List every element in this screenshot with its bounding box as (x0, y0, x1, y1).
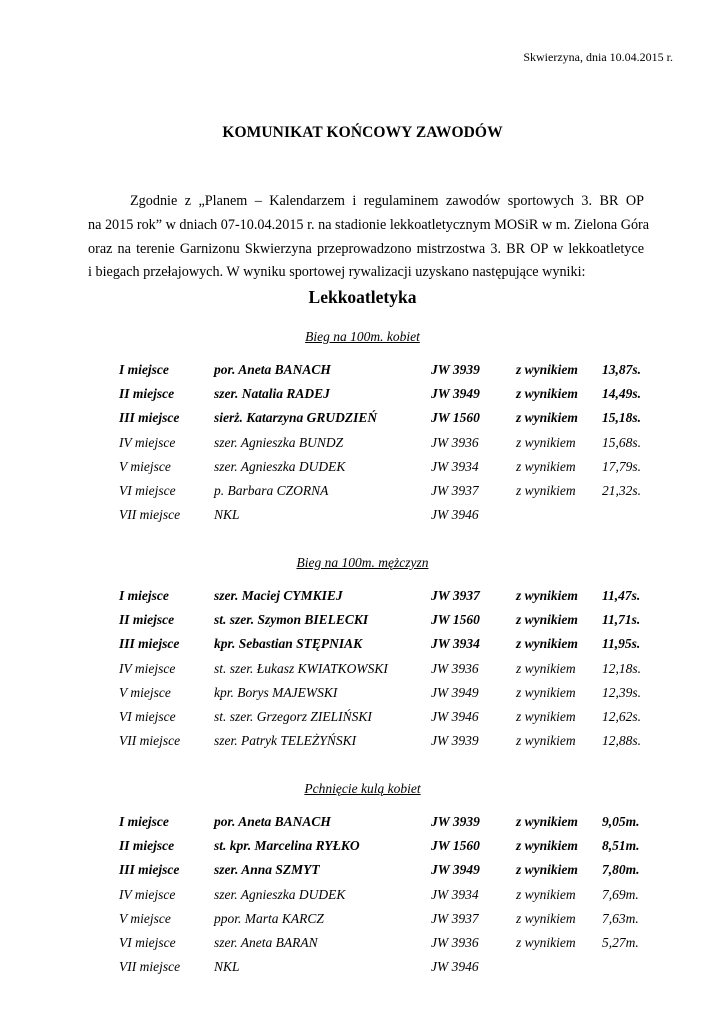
competitor-name: ppor. Marta KARCZ (214, 910, 324, 926)
result-place: VI miejsce (119, 708, 176, 724)
result-label: z wynikiem (516, 660, 576, 676)
intro-paragraph (88, 190, 650, 285)
result-value: 12,39s. (602, 684, 642, 700)
section-title: Lekkoatletyka (308, 287, 417, 307)
result-label: z wynikiem (516, 362, 578, 377)
result-label: z wynikiem (516, 458, 576, 474)
result-row (0, 360, 725, 384)
result-label: z wynikiem (516, 482, 576, 498)
result-row (0, 860, 725, 884)
competitor-name: szer. Agnieszka BUNDZ (214, 434, 344, 450)
result-label: z wynikiem (516, 838, 578, 854)
competitor-name: szer. Anna SZMYT (214, 862, 320, 878)
result-place: IV miejsce (119, 886, 176, 902)
result-value: 13,87s. (602, 362, 642, 377)
result-value: 7,80m. (602, 862, 640, 878)
result-value: 12,18s. (602, 660, 642, 676)
result-label: z wynikiem (516, 934, 576, 950)
military-unit: JW 3934 (431, 458, 479, 474)
intro-line: i biegach przełajowych. W wyniku sportowej rywalizacji uzyskano następujące wyniki: (88, 264, 586, 281)
military-unit: JW 3937 (431, 910, 479, 926)
result-place: VI miejsce (119, 482, 176, 498)
competitor-name: st. szer. Grzegorz ZIELIŃSKI (214, 708, 372, 724)
result-place: IV miejsce (119, 434, 176, 450)
result-row (0, 812, 725, 836)
intro-line: na 2015 rok” w dniach 07-10.04.2015 r. na stadionie lekkoatletycznym MOSiR w m. Zielona Góra (88, 216, 650, 233)
military-unit: JW 3949 (431, 386, 480, 402)
military-unit: JW 3949 (431, 684, 479, 700)
result-place: III miejsce (119, 410, 180, 426)
result-row (0, 885, 725, 909)
result-value: 7,63m. (602, 910, 639, 926)
result-row (0, 659, 725, 683)
event-block (0, 779, 725, 981)
competitor-name: st. szer. Szymon BIELECKI (214, 612, 369, 628)
military-unit: JW 3946 (431, 507, 479, 523)
result-place: II miejsce (119, 386, 175, 402)
result-row (0, 408, 725, 432)
result-place: III miejsce (119, 636, 180, 652)
result-row (0, 731, 725, 755)
result-place: II miejsce (119, 838, 175, 854)
event-title: Pchnięcie kulą kobiet (304, 781, 421, 796)
military-unit: JW 3939 (431, 814, 480, 829)
results-table (0, 812, 725, 981)
result-place: VII miejsce (119, 733, 181, 749)
result-place: IV miejsce (119, 660, 176, 676)
result-row (0, 957, 725, 981)
military-unit: JW 3936 (431, 434, 479, 450)
competitor-name: szer. Natalia RADEJ (214, 386, 330, 402)
result-value: 12,62s. (602, 708, 642, 724)
event-title: Bieg na 100m. mężczyzn (296, 555, 429, 570)
result-row (0, 433, 725, 457)
competitor-name: st. szer. Łukasz KWIATKOWSKI (214, 660, 388, 676)
result-label: z wynikiem (516, 434, 576, 450)
military-unit: JW 3937 (431, 482, 479, 498)
military-unit: JW 1560 (431, 410, 480, 426)
results-table (0, 586, 725, 755)
competitor-name: st. kpr. Marcelina RYŁKO (214, 838, 360, 854)
result-label: z wynikiem (516, 386, 578, 402)
event-title: Bieg na 100m. kobiet (305, 329, 420, 344)
result-row (0, 909, 725, 933)
result-value: 15,18s. (602, 410, 642, 426)
result-row (0, 933, 725, 957)
military-unit: JW 3937 (431, 588, 480, 603)
result-value: 11,47s. (602, 588, 641, 603)
military-unit: JW 3936 (431, 660, 479, 676)
result-label: z wynikiem (516, 410, 578, 426)
military-unit: JW 1560 (431, 838, 480, 854)
result-place: V miejsce (119, 458, 171, 474)
intro-line: Zgodnie z „Planem – Kalendarzem i regulaminem zawodów sportowych 3. BR OP (130, 193, 644, 209)
result-value: 15,68s. (602, 434, 642, 450)
result-label: z wynikiem (516, 636, 578, 652)
result-place: I miejsce (119, 814, 169, 829)
result-place: VI miejsce (119, 934, 176, 950)
result-value: 12,88s. (602, 733, 642, 749)
intro-line: oraz na terenie Garnizonu Skwierzyna przeprowadzono mistrzostwa 3. BR OP w lekkoatletyce (88, 240, 644, 257)
military-unit: JW 3936 (431, 934, 479, 950)
competitor-name: por. Aneta BANACH (214, 814, 331, 829)
result-row (0, 384, 725, 408)
result-label: z wynikiem (516, 684, 576, 700)
result-place: III miejsce (119, 862, 180, 878)
result-value: 5,27m. (602, 934, 639, 950)
result-place: VII miejsce (119, 959, 181, 975)
result-value: 11,95s. (602, 636, 641, 652)
result-place: I miejsce (119, 588, 169, 603)
result-row (0, 836, 725, 860)
result-label: z wynikiem (516, 733, 576, 749)
competitor-name: szer. Aneta BARAN (214, 934, 318, 950)
competitor-name: kpr. Borys MAJEWSKI (214, 684, 338, 700)
document-title: KOMUNIKAT KOŃCOWY ZAWODÓW (222, 124, 503, 141)
competitor-name: szer. Patryk TELEŻYŃSKI (214, 733, 357, 749)
competitor-name: szer. Agnieszka DUDEK (214, 886, 346, 902)
military-unit: JW 3946 (431, 959, 479, 975)
result-row (0, 610, 725, 634)
military-unit: JW 3934 (431, 886, 479, 902)
result-place: II miejsce (119, 612, 175, 628)
result-row (0, 586, 725, 610)
competitor-name: por. Aneta BANACH (214, 362, 331, 377)
competitor-name: szer. Agnieszka DUDEK (214, 458, 346, 474)
result-label: z wynikiem (516, 862, 578, 878)
result-label: z wynikiem (516, 910, 576, 926)
result-value: 14,49s. (602, 386, 642, 402)
result-value: 21,32s. (602, 482, 642, 498)
results-table (0, 360, 725, 529)
result-place: V miejsce (119, 684, 171, 700)
military-unit: JW 3946 (431, 708, 479, 724)
competitor-name: p. Barbara CZORNA (214, 482, 329, 498)
result-row (0, 707, 725, 731)
result-row (0, 634, 725, 658)
result-value: 11,71s. (602, 612, 641, 628)
result-value: 7,69m. (602, 886, 639, 902)
result-value: 17,79s. (602, 458, 642, 474)
military-unit: JW 3939 (431, 362, 480, 377)
result-place: I miejsce (119, 362, 169, 377)
military-unit: JW 3949 (431, 862, 480, 878)
result-place: V miejsce (119, 910, 171, 926)
competitor-name: NKL (214, 507, 240, 523)
result-label: z wynikiem (516, 708, 576, 724)
result-row (0, 683, 725, 707)
result-label: z wynikiem (516, 588, 578, 603)
competitor-name: NKL (214, 959, 240, 975)
result-row (0, 505, 725, 529)
result-value: 8,51m. (602, 838, 640, 854)
competitor-name: sierż. Katarzyna GRUDZIEŃ (214, 410, 378, 426)
event-block (0, 327, 725, 529)
result-place: VII miejsce (119, 507, 181, 523)
event-block (0, 553, 725, 755)
competitor-name: szer. Maciej CYMKIEJ (214, 588, 343, 603)
competitor-name: kpr. Sebastian STĘPNIAK (214, 636, 363, 652)
military-unit: JW 1560 (431, 612, 480, 628)
result-label: z wynikiem (516, 814, 578, 829)
result-label: z wynikiem (516, 612, 578, 628)
document-date: Skwierzyna, dnia 10.04.2015 r. (523, 50, 673, 64)
result-value: 9,05m. (602, 814, 640, 829)
military-unit: JW 3939 (431, 733, 479, 749)
result-row (0, 457, 725, 481)
result-row (0, 481, 725, 505)
military-unit: JW 3934 (431, 636, 480, 652)
result-label: z wynikiem (516, 886, 576, 902)
